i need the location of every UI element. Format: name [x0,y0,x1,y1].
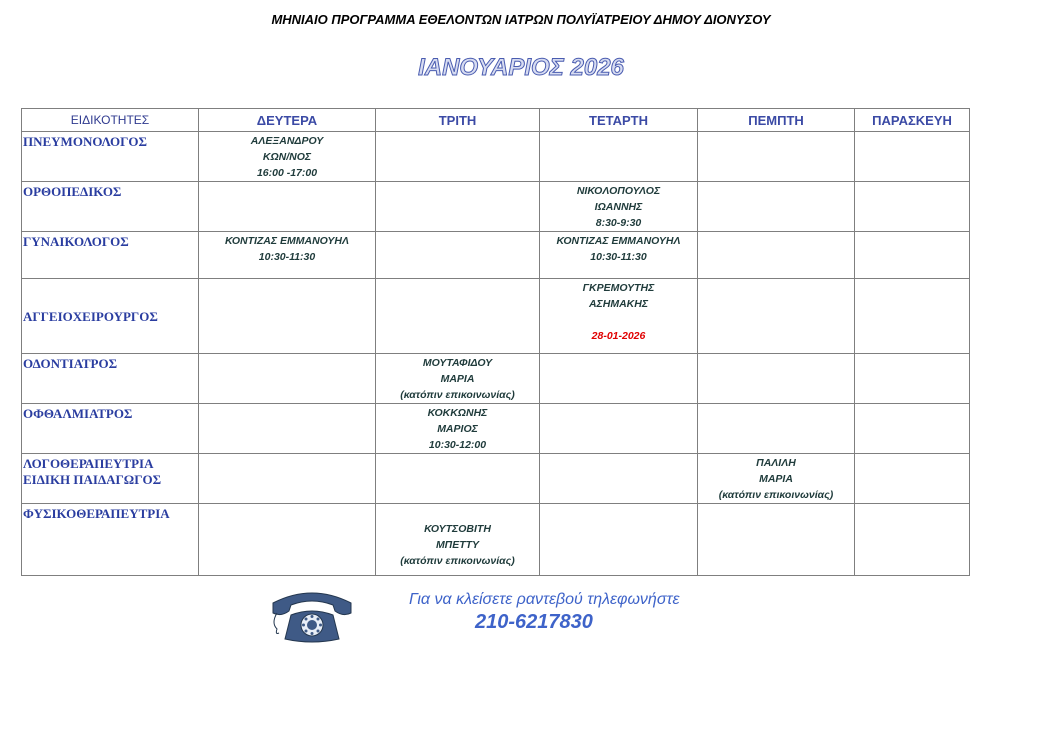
specialty-label: ΛΟΓΟΘΕΡΑΠΕΥΤΡΙΑ ΕΙΔΙΚΗ ΠΑΙΔΑΓΩΓΟΣ [23,456,162,487]
schedule-cell [199,132,376,182]
specialty-cell [22,404,199,454]
schedule-cell [199,182,376,232]
table-row [22,504,970,576]
schedule-cell [199,404,376,454]
cell-line: 8:30-9:30 [595,217,642,229]
cell-line: ΝΙΚΟΛΟΠΟΥΛΟΣ [576,185,661,197]
schedule-cell [698,182,855,232]
header-day: ΠΕΜΠΤΗ [698,109,855,132]
schedule-cell [540,132,698,182]
schedule-cell [855,354,970,404]
schedule-cell [199,354,376,404]
specialty-cell [22,132,199,182]
cell-line [376,505,539,521]
schedule-cell [540,354,698,404]
cell-line: ΑΣΗΜΑΚΗΣ [588,298,649,310]
table-row [22,132,970,182]
specialty-cell [22,182,199,232]
schedule-cell [698,279,855,354]
specialty-label: ΟΦΘΑΛΜΙΑΤΡΟΣ [23,406,133,421]
schedule-cell [540,504,698,576]
cell-line: 16:00 -17:00 [256,167,318,179]
cell-line: 10:30-11:30 [258,251,316,263]
specialty-label: ΟΔΟΝΤΙΑΤΡΟΣ [23,356,118,371]
schedule-cell [698,504,855,576]
table-header-row [22,109,970,132]
specialty-label: ΑΓΓΕΙΟΧΕΙΡΟΥΡΓΟΣ [23,309,158,324]
specialty-label: ΠΝΕΥΜΟΝΟΛΟΓΟΣ [23,134,148,149]
cell-line: 10:30-11:30 [590,251,647,263]
schedule-cell [199,232,376,279]
cell-line: ΚΟΝΤΙΖΑΣ ΕΜΜΑΝΟΥΗΛ [556,235,681,247]
specialty-cell [22,454,199,504]
schedule-cell [376,404,540,454]
specialty-cell [22,279,199,354]
schedule-cell [855,279,970,354]
schedule-table [21,108,970,576]
cell-line: ΚΟΚΚΩΝΗΣ [427,407,488,419]
cell-line: ΑΛΕΞΑΝΔΡΟΥ [250,135,324,147]
cell-line [540,312,697,328]
cell-line: 28-01-2026 [591,330,646,342]
schedule-cell [540,182,698,232]
schedule-cell [540,404,698,454]
cell-line: ΜΑΡΙΑ [440,373,475,385]
table-row [22,454,970,504]
schedule-cell [199,279,376,354]
month-heading [0,50,1042,89]
schedule-cell [376,504,540,576]
schedule-cell [540,454,698,504]
schedule-cell [199,454,376,504]
cell-line: (κατόπιν επικοινωνίας) [718,489,834,501]
cell-line: ΚΟΝΤΙΖΑΣ ΕΜΜΑΝΟΥΗΛ [224,235,350,247]
phone-number[interactable]: 210-6217830 [475,611,593,633]
cell-line: (κατόπιν επικοινωνίας) [400,555,515,567]
header-day: ΔΕΥΤΕΡΑ [199,109,376,132]
header-day: ΠΑΡΑΣΚΕΥΗ [855,109,970,132]
schedule-cell [376,354,540,404]
cell-line: ΠΑΛΙΛΗ [756,457,796,469]
schedule-cell [855,404,970,454]
header-specialties: ΕΙΔΙΚΟΤΗΤΕΣ [22,109,199,132]
schedule-cell [199,504,376,576]
schedule-cell [855,182,970,232]
cell-line: ΚΩΝ/ΝΟΣ [262,151,312,163]
schedule-cell [855,504,970,576]
page-title: ΜΗΝΙΑΙΟ ΠΡΟΓΡΑΜΜΑ ΕΘΕΛΟΝΤΩΝ ΙΑΤΡΩΝ ΠΟΛΥΪΑΤΡΕΙΟΥ ΔΗΜΟΥ ΔΙΟΝΥΣΟΥ [271,12,771,27]
table-row [22,279,970,354]
schedule-cell [698,354,855,404]
table-row [22,404,970,454]
cell-line: (κατόπιν επικοινωνίας) [400,389,515,401]
schedule-cell [698,132,855,182]
cell-line: ΜΠΕΤΤΥ [435,539,480,551]
specialty-label: ΦΥΣΙΚΟΘΕΡΑΠΕΥΤΡΙΑ [23,506,170,521]
schedule-cell [376,454,540,504]
schedule-cell [855,232,970,279]
schedule-cell [698,232,855,279]
cell-line: 10:30-12:00 [428,439,487,451]
specialty-cell [22,354,199,404]
schedule-cell [376,279,540,354]
header-day: ΤΕΤΑΡΤΗ [540,109,698,132]
schedule-cell [376,232,540,279]
schedule-cell [376,132,540,182]
schedule-cell [540,279,698,354]
schedule-cell [855,454,970,504]
specialty-cell [22,232,199,279]
cell-line: ΙΩΑΝΝΗΣ [594,201,643,213]
booking-call-to-action: Για να κλείσετε ραντεβού τηλεφωνήστε [409,591,680,608]
specialty-cell [22,504,199,576]
schedule-cell [855,132,970,182]
specialty-label: ΟΡΘΟΠΕΔΙΚΟΣ [23,184,122,199]
month-label: ΙΑΝΟΥΑΡΙΟΣ 2026 [418,54,624,81]
cell-line: ΜΟΥΤΑΦΙΔΟΥ [422,357,493,369]
cell-line: ΚΟΥΤΣΟΒΙΤΗ [424,523,491,535]
table-row [22,182,970,232]
schedule-cell [540,232,698,279]
cell-line: ΜΑΡΙΑ [759,473,793,485]
table-row [22,232,970,279]
schedule-cell [698,454,855,504]
month-heading-text [371,50,671,84]
schedule-cell [698,404,855,454]
cell-line: ΜΑΡΙΟΣ [437,423,478,435]
specialty-label: ΓΥΝΑΙΚΟΛΟΓΟΣ [23,234,129,249]
table-row [22,354,970,404]
schedule-cell [376,182,540,232]
header-day: ΤΡΙΤΗ [376,109,540,132]
telephone-icon [269,589,355,650]
cell-line: ΓΚΡΕΜΟΥΤΗΣ [582,282,655,294]
